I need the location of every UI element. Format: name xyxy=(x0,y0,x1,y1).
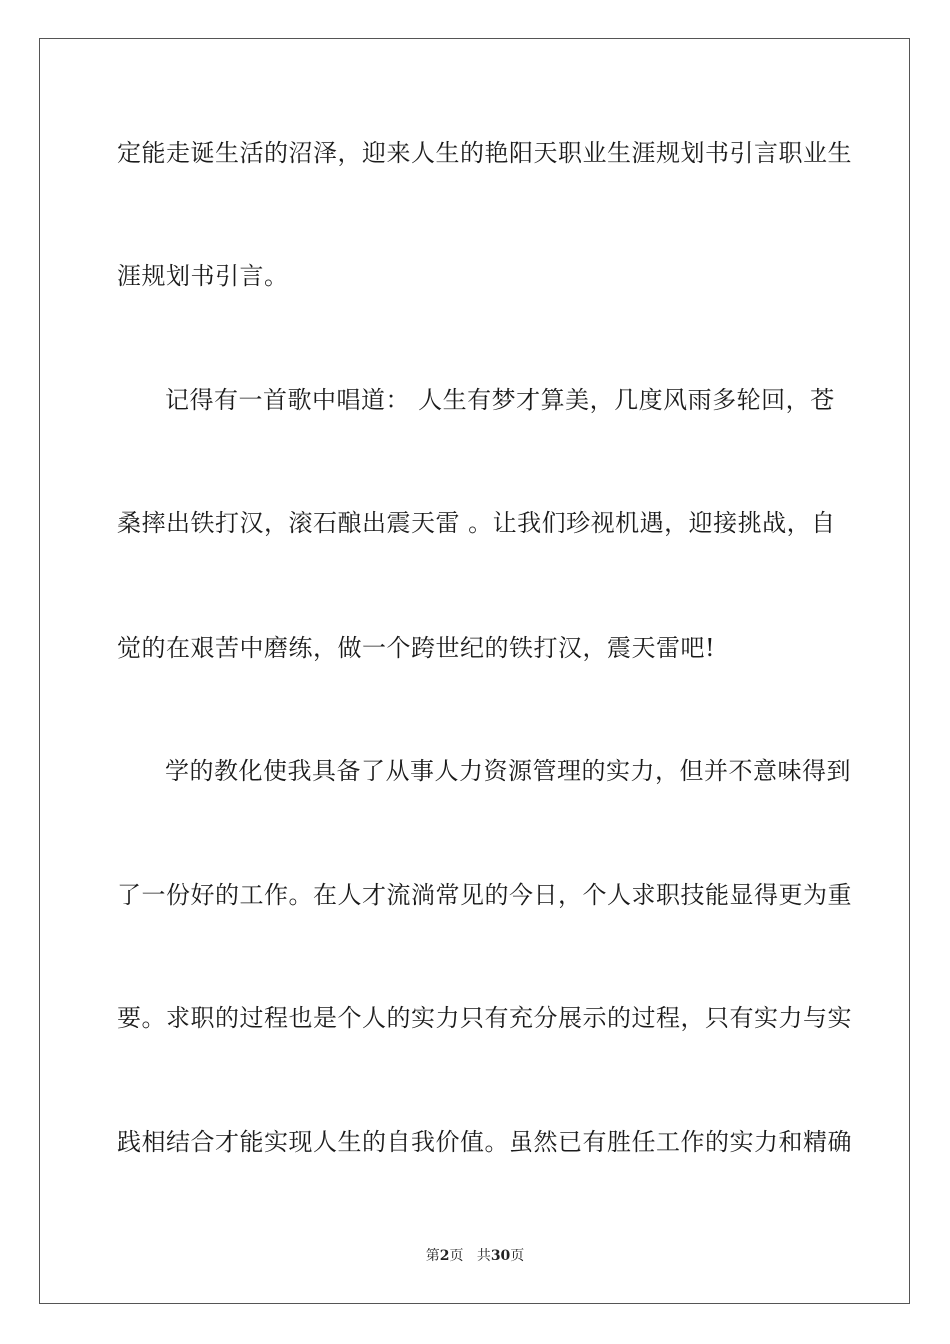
body-text-line: 践相结合才能实现人生的自我价值。虽然已有胜任工作的实力和精确 xyxy=(117,1128,852,1156)
page-prefix: 第 xyxy=(425,1248,440,1264)
page-suffix: 页 xyxy=(449,1248,464,1264)
body-text-line: 桑摔出铁打汉，滚石酿出震天雷 。让我们珍视机遇，迎接挑战，自 xyxy=(117,509,836,537)
body-text-line: 要。求职的过程也是个人的实力只有充分展示的过程，只有实力与实 xyxy=(117,1004,852,1032)
body-text-line: 记得有一首歌中唱道： 人生有梦才算美，几度风雨多轮回，苍 xyxy=(165,386,835,414)
total-pages: 30 xyxy=(490,1248,511,1264)
body-text-line: 定能走诞生活的沼泽，迎来人生的艳阳天职业生涯规划书引言职业生 xyxy=(117,139,852,167)
total-suffix: 页 xyxy=(510,1248,525,1264)
page-frame xyxy=(39,38,910,1304)
body-text-line: 觉的在艰苦中磨练，做一个跨世纪的铁打汉，震天雷吧! xyxy=(117,634,716,662)
body-text-line: 学的教化使我具备了从事人力资源管理的实力，但并不意味得到 xyxy=(165,757,851,785)
total-prefix: 共 xyxy=(476,1248,491,1264)
page-number: 2 xyxy=(439,1248,450,1264)
body-text-line: 涯规划书引言。 xyxy=(117,262,289,290)
body-text-line: 了一份好的工作。在人才流淌常见的今日，个人求职技能显得更为重 xyxy=(117,881,852,909)
page-footer xyxy=(0,1247,950,1265)
